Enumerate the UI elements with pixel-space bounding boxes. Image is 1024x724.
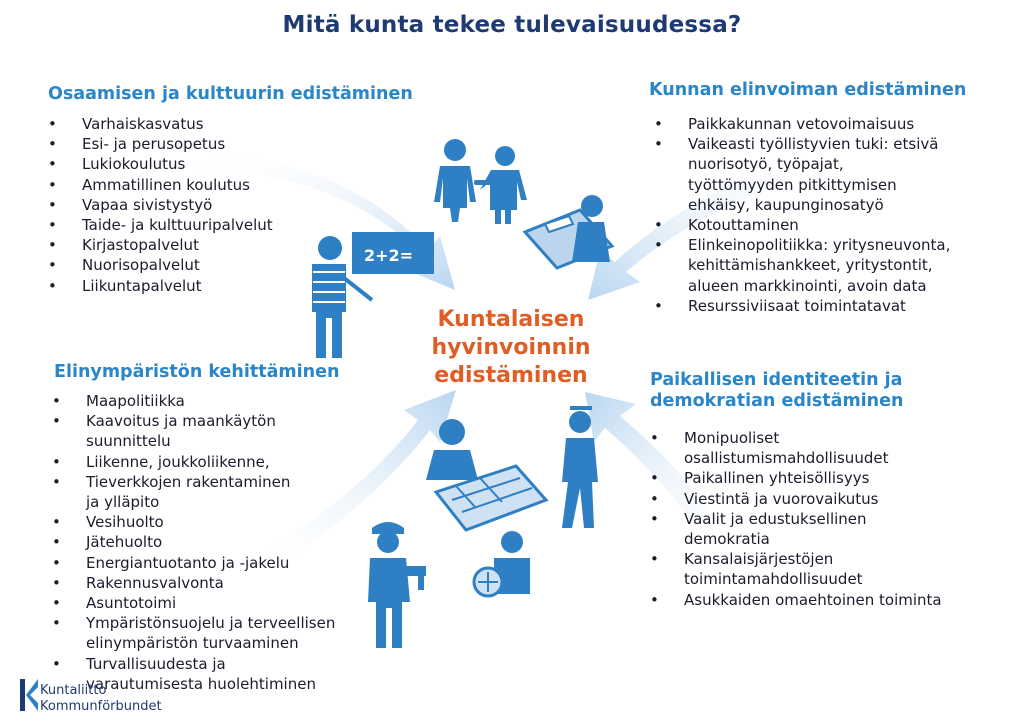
heading-culture: Osaamisen ja kulttuurin edistäminen bbox=[48, 84, 413, 104]
center-text: Kuntalaisen hyvinvoinnin edistäminen bbox=[431, 307, 591, 388]
list-culture bbox=[46, 114, 273, 296]
list-vitality bbox=[652, 114, 950, 316]
list-item: • Vesihuolto bbox=[50, 512, 335, 532]
list-item: • Rakennusvalvonta bbox=[50, 573, 335, 593]
list-item: • Varhaiskasvatus bbox=[46, 114, 273, 134]
list-item: • Liikuntapalvelut bbox=[46, 276, 273, 296]
businessman-icon bbox=[474, 531, 530, 596]
list-item: • Asukkaiden omaehtoinen toiminta bbox=[648, 590, 942, 610]
list-item: • Nuorisopalvelut bbox=[46, 255, 273, 275]
list-item: • Turvallisuudesta ja varautumisesta huolehtiminen bbox=[50, 654, 335, 694]
list-item: • Resurssiviisaat toimintatavat bbox=[652, 296, 950, 316]
list-item: • Asuntotoimi bbox=[50, 593, 335, 613]
list-item: • Lukiokoulutus bbox=[46, 154, 273, 174]
list-item: • Liikenne, joukkoliikenne, bbox=[50, 452, 335, 472]
logo-mark-icon bbox=[18, 675, 40, 715]
logo-line1: Kuntaliitto bbox=[40, 683, 107, 698]
worker-icon bbox=[368, 522, 426, 648]
list-item: • Maapolitiikka bbox=[50, 391, 335, 411]
walking-person-icon bbox=[562, 406, 598, 528]
children-icon bbox=[434, 139, 527, 224]
list-item: • Energiantuotanto ja -jakelu bbox=[50, 553, 335, 573]
list-item: • Jätehuolto bbox=[50, 532, 335, 552]
page-title: Mitä kunta tekee tulevaisuudessa? bbox=[282, 12, 742, 38]
list-item: • Paikallinen yhteisöllisyys bbox=[648, 468, 942, 488]
counselor-icon bbox=[525, 195, 612, 268]
list-item: • Vapaa sivistystyö bbox=[46, 195, 273, 215]
logo bbox=[18, 675, 198, 721]
list-item: • Esi- ja perusopetus bbox=[46, 134, 273, 154]
list-item: • Vaikeasti työllistyvien tuki: etsivä nuorisotyö, työpajat, työttömyyden pitkittymisen ehkäisy, kaupunginosatyö bbox=[652, 134, 950, 215]
chalkboard-text: 2+2= bbox=[364, 246, 414, 265]
list-item: • Viestintä ja vuorovaikutus bbox=[648, 489, 942, 509]
heading-environment: Elinympäristön kehittäminen bbox=[54, 362, 340, 382]
logo-line2: Kommunförbundet bbox=[40, 699, 162, 714]
heading-vitality: Kunnan elinvoiman edistäminen bbox=[649, 80, 967, 100]
list-item: • Tieverkkojen rakentaminen ja ylläpito bbox=[50, 472, 335, 512]
heading-democracy: Paikallisen identiteetin ja demokratian edistäminen bbox=[650, 370, 904, 411]
list-item: • Ympäristönsuojelu ja terveellisen elinympäristön turvaaminen bbox=[50, 613, 335, 653]
list-item: • Kaavoitus ja maankäytön suunnittelu bbox=[50, 411, 335, 451]
list-item: • Monipuoliset osallistumismahdollisuudet bbox=[648, 428, 942, 468]
list-item: • Kotouttaminen bbox=[652, 215, 950, 235]
list-item: • Ammatillinen koulutus bbox=[46, 175, 273, 195]
planner-icon bbox=[426, 419, 546, 530]
list-item: • Vaalit ja edustuksellinen demokratia bbox=[648, 509, 942, 549]
list-item: • Paikkakunnan vetovoimaisuus bbox=[652, 114, 950, 134]
list-item: • Taide- ja kulttuuripalvelut bbox=[46, 215, 273, 235]
list-environment bbox=[50, 391, 335, 694]
list-item: • Elinkeinopolitiikka: yritysneuvonta, kehittämishankkeet, yritystontit, alueen markkinointi, avoin data bbox=[652, 235, 950, 296]
list-item: • Kirjastopalvelut bbox=[46, 235, 273, 255]
list-item: • Kansalaisjärjestöjen toimintamahdollisuudet bbox=[648, 549, 942, 589]
list-democracy bbox=[648, 428, 942, 610]
